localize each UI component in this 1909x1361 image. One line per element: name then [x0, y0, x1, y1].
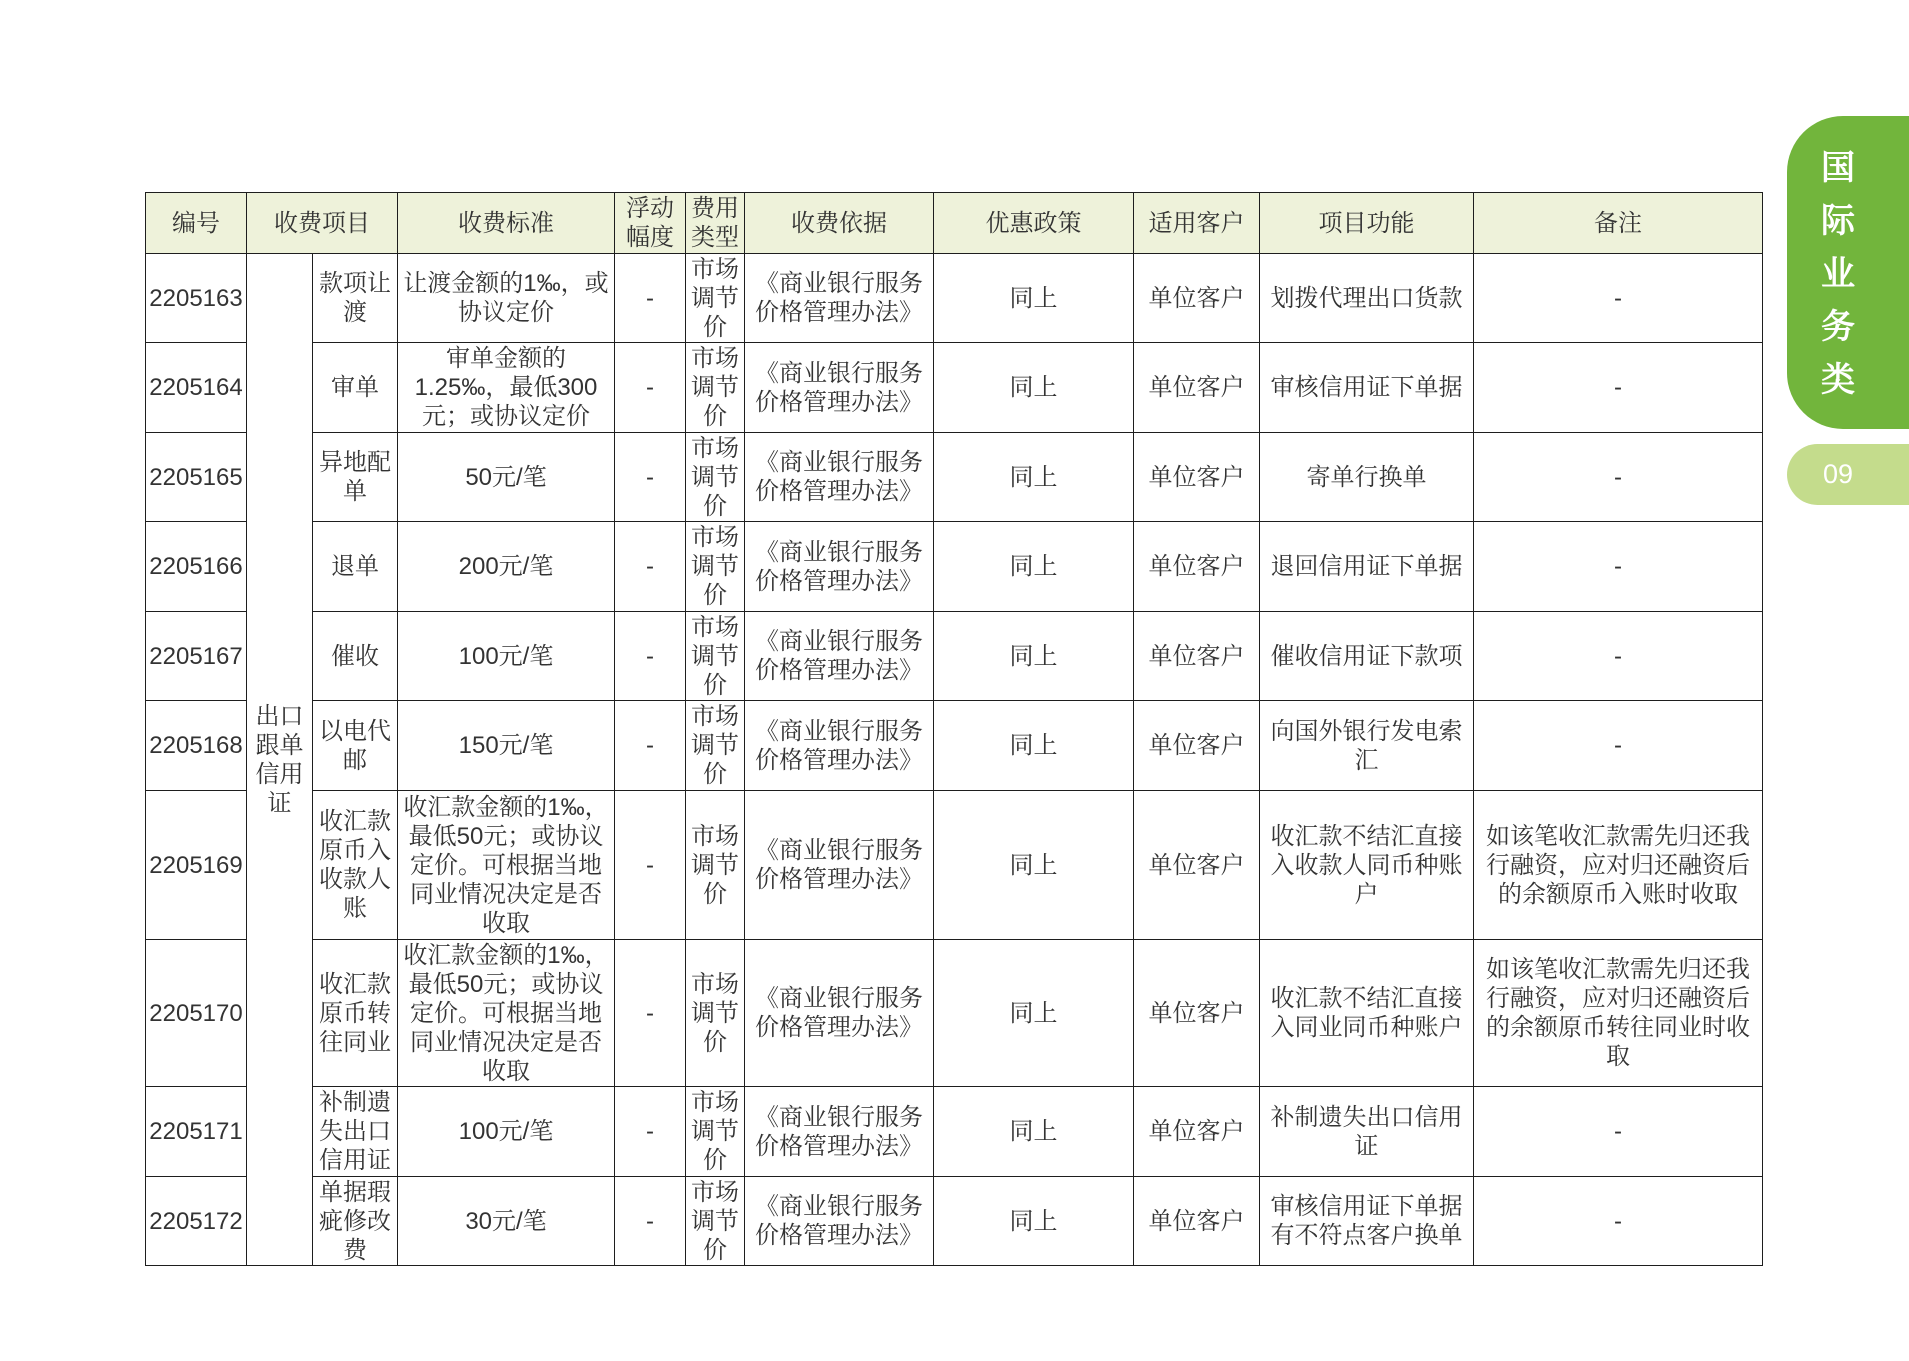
fee-basis: 《商业银行服务价格管理办法》	[745, 701, 934, 791]
fee-function: 审核信用证下单据有不符点客户换单	[1260, 1177, 1474, 1266]
section-tab	[1787, 116, 1909, 429]
fee-standard: 审单金额的1.25‰，最低300元；或协议定价	[398, 343, 615, 433]
fee-customer: 单位客户	[1134, 343, 1260, 433]
fee-basis: 《商业银行服务价格管理办法》	[745, 940, 934, 1087]
fee-customer: 单位客户	[1134, 433, 1260, 522]
fee-customer: 单位客户	[1134, 1087, 1260, 1177]
fee-type: 市场调节价	[686, 701, 745, 791]
fee-type: 市场调节价	[686, 433, 745, 522]
fee-float-range: -	[615, 1087, 686, 1177]
fee-type: 市场调节价	[686, 254, 745, 343]
fee-id: 2205163	[146, 254, 247, 343]
fee-basis: 《商业银行服务价格管理办法》	[745, 433, 934, 522]
table-row	[146, 433, 1763, 522]
header-item: 收费项目	[247, 193, 398, 254]
fee-id: 2205170	[146, 940, 247, 1087]
table-row	[146, 343, 1763, 433]
fee-item: 单据瑕疵修改费	[313, 1177, 398, 1266]
fee-basis: 《商业银行服务价格管理办法》	[745, 1087, 934, 1177]
fee-id: 2205169	[146, 791, 247, 940]
table-row	[146, 254, 1763, 343]
fee-type: 市场调节价	[686, 1087, 745, 1177]
fee-function: 向国外银行发电索汇	[1260, 701, 1474, 791]
fee-type: 市场调节价	[686, 612, 745, 701]
fee-basis: 《商业银行服务价格管理办法》	[745, 791, 934, 940]
fee-customer: 单位客户	[1134, 612, 1260, 701]
fee-standard: 收汇款金额的1‰，最低50元；或协议定价。可根据当地同业情况决定是否收取	[398, 940, 615, 1087]
fee-function: 收汇款不结汇直接入同业同币种账户	[1260, 940, 1474, 1087]
fee-discount: 同上	[934, 612, 1134, 701]
header-discount: 优惠政策	[934, 193, 1134, 254]
fee-remark: -	[1474, 1087, 1763, 1177]
fee-float-range: -	[615, 1177, 686, 1266]
fee-float-range: -	[615, 612, 686, 701]
fee-discount: 同上	[934, 343, 1134, 433]
header-function: 项目功能	[1260, 193, 1474, 254]
fee-function: 退回信用证下单据	[1260, 522, 1474, 612]
fee-remark: -	[1474, 612, 1763, 701]
fee-item: 退单	[313, 522, 398, 612]
fee-customer: 单位客户	[1134, 701, 1260, 791]
fee-item: 以电代邮	[313, 701, 398, 791]
fee-basis: 《商业银行服务价格管理办法》	[745, 1177, 934, 1266]
fee-remark: -	[1474, 433, 1763, 522]
fee-float-range: -	[615, 254, 686, 343]
header-id: 编号	[146, 193, 247, 254]
table-row	[146, 791, 1763, 940]
fee-function: 补制遗失出口信用证	[1260, 1087, 1474, 1177]
fee-standard: 100元/笔	[398, 1087, 615, 1177]
fee-id: 2205172	[146, 1177, 247, 1266]
fee-customer: 单位客户	[1134, 791, 1260, 940]
fee-standard: 50元/笔	[398, 433, 615, 522]
page-number-tab	[1787, 444, 1909, 505]
fee-remark: -	[1474, 522, 1763, 612]
fee-id: 2205166	[146, 522, 247, 612]
fee-discount: 同上	[934, 1177, 1134, 1266]
fee-type: 市场调节价	[686, 343, 745, 433]
fee-item: 催收	[313, 612, 398, 701]
fee-function: 审核信用证下单据	[1260, 343, 1474, 433]
section-title: 国际业务类	[1821, 149, 1855, 399]
fee-type: 市场调节价	[686, 522, 745, 612]
header-basis: 收费依据	[745, 193, 934, 254]
fee-function: 收汇款不结汇直接入收款人同币种账户	[1260, 791, 1474, 940]
header-standard: 收费标准	[398, 193, 615, 254]
fee-id: 2205168	[146, 701, 247, 791]
fee-float-range: -	[615, 343, 686, 433]
page-number: 09	[1822, 459, 1854, 489]
fee-id: 2205165	[146, 433, 247, 522]
fee-standard: 150元/笔	[398, 701, 615, 791]
fee-remark: -	[1474, 343, 1763, 433]
fee-item: 款项让渡	[313, 254, 398, 343]
table-row	[146, 522, 1763, 612]
fee-standard: 30元/笔	[398, 1177, 615, 1266]
header-float-range: 浮动幅度	[615, 193, 686, 254]
table-header-row	[146, 193, 1763, 254]
fee-discount: 同上	[934, 701, 1134, 791]
fee-type: 市场调节价	[686, 1177, 745, 1266]
fee-item: 收汇款原币转往同业	[313, 940, 398, 1087]
header-customer: 适用客户	[1134, 193, 1260, 254]
table-row	[146, 612, 1763, 701]
fee-customer: 单位客户	[1134, 940, 1260, 1087]
fee-discount: 同上	[934, 1087, 1134, 1177]
fee-standard: 让渡金额的1‰，或协议定价	[398, 254, 615, 343]
fee-group: 出口跟单信用证	[247, 254, 313, 1266]
fee-function: 催收信用证下款项	[1260, 612, 1474, 701]
fee-schedule-table	[145, 192, 1763, 1266]
fee-standard: 收汇款金额的1‰，最低50元；或协议定价。可根据当地同业情况决定是否收取	[398, 791, 615, 940]
fee-remark: -	[1474, 1177, 1763, 1266]
fee-discount: 同上	[934, 433, 1134, 522]
fee-basis: 《商业银行服务价格管理办法》	[745, 522, 934, 612]
table-row	[146, 940, 1763, 1087]
fee-item: 异地配单	[313, 433, 398, 522]
header-remark: 备注	[1474, 193, 1763, 254]
fee-standard: 100元/笔	[398, 612, 615, 701]
fee-remark: -	[1474, 701, 1763, 791]
fee-id: 2205164	[146, 343, 247, 433]
fee-item: 审单	[313, 343, 398, 433]
table-row	[146, 701, 1763, 791]
fee-item: 收汇款原币入收款人账	[313, 791, 398, 940]
fee-type: 市场调节价	[686, 940, 745, 1087]
fee-item: 补制遗失出口信用证	[313, 1087, 398, 1177]
fee-id: 2205167	[146, 612, 247, 701]
fee-basis: 《商业银行服务价格管理办法》	[745, 254, 934, 343]
fee-remark: -	[1474, 254, 1763, 343]
table-row	[146, 1087, 1763, 1177]
table-row	[146, 1177, 1763, 1266]
fee-float-range: -	[615, 701, 686, 791]
fee-discount: 同上	[934, 254, 1134, 343]
fee-customer: 单位客户	[1134, 1177, 1260, 1266]
fee-remark: 如该笔收汇款需先归还我行融资，应对归还融资后的余额原币转往同业时收取	[1474, 940, 1763, 1087]
fee-id: 2205171	[146, 1087, 247, 1177]
fee-customer: 单位客户	[1134, 254, 1260, 343]
fee-customer: 单位客户	[1134, 522, 1260, 612]
fee-remark: 如该笔收汇款需先归还我行融资，应对归还融资后的余额原币入账时收取	[1474, 791, 1763, 940]
fee-float-range: -	[615, 791, 686, 940]
fee-discount: 同上	[934, 940, 1134, 1087]
fee-basis: 《商业银行服务价格管理办法》	[745, 612, 934, 701]
header-fee-type: 费用类型	[686, 193, 745, 254]
fee-discount: 同上	[934, 522, 1134, 612]
fee-float-range: -	[615, 522, 686, 612]
fee-standard: 200元/笔	[398, 522, 615, 612]
fee-function: 寄单行换单	[1260, 433, 1474, 522]
fee-float-range: -	[615, 433, 686, 522]
fee-type: 市场调节价	[686, 791, 745, 940]
fee-float-range: -	[615, 940, 686, 1087]
fee-discount: 同上	[934, 791, 1134, 940]
fee-function: 划拨代理出口货款	[1260, 254, 1474, 343]
fee-basis: 《商业银行服务价格管理办法》	[745, 343, 934, 433]
